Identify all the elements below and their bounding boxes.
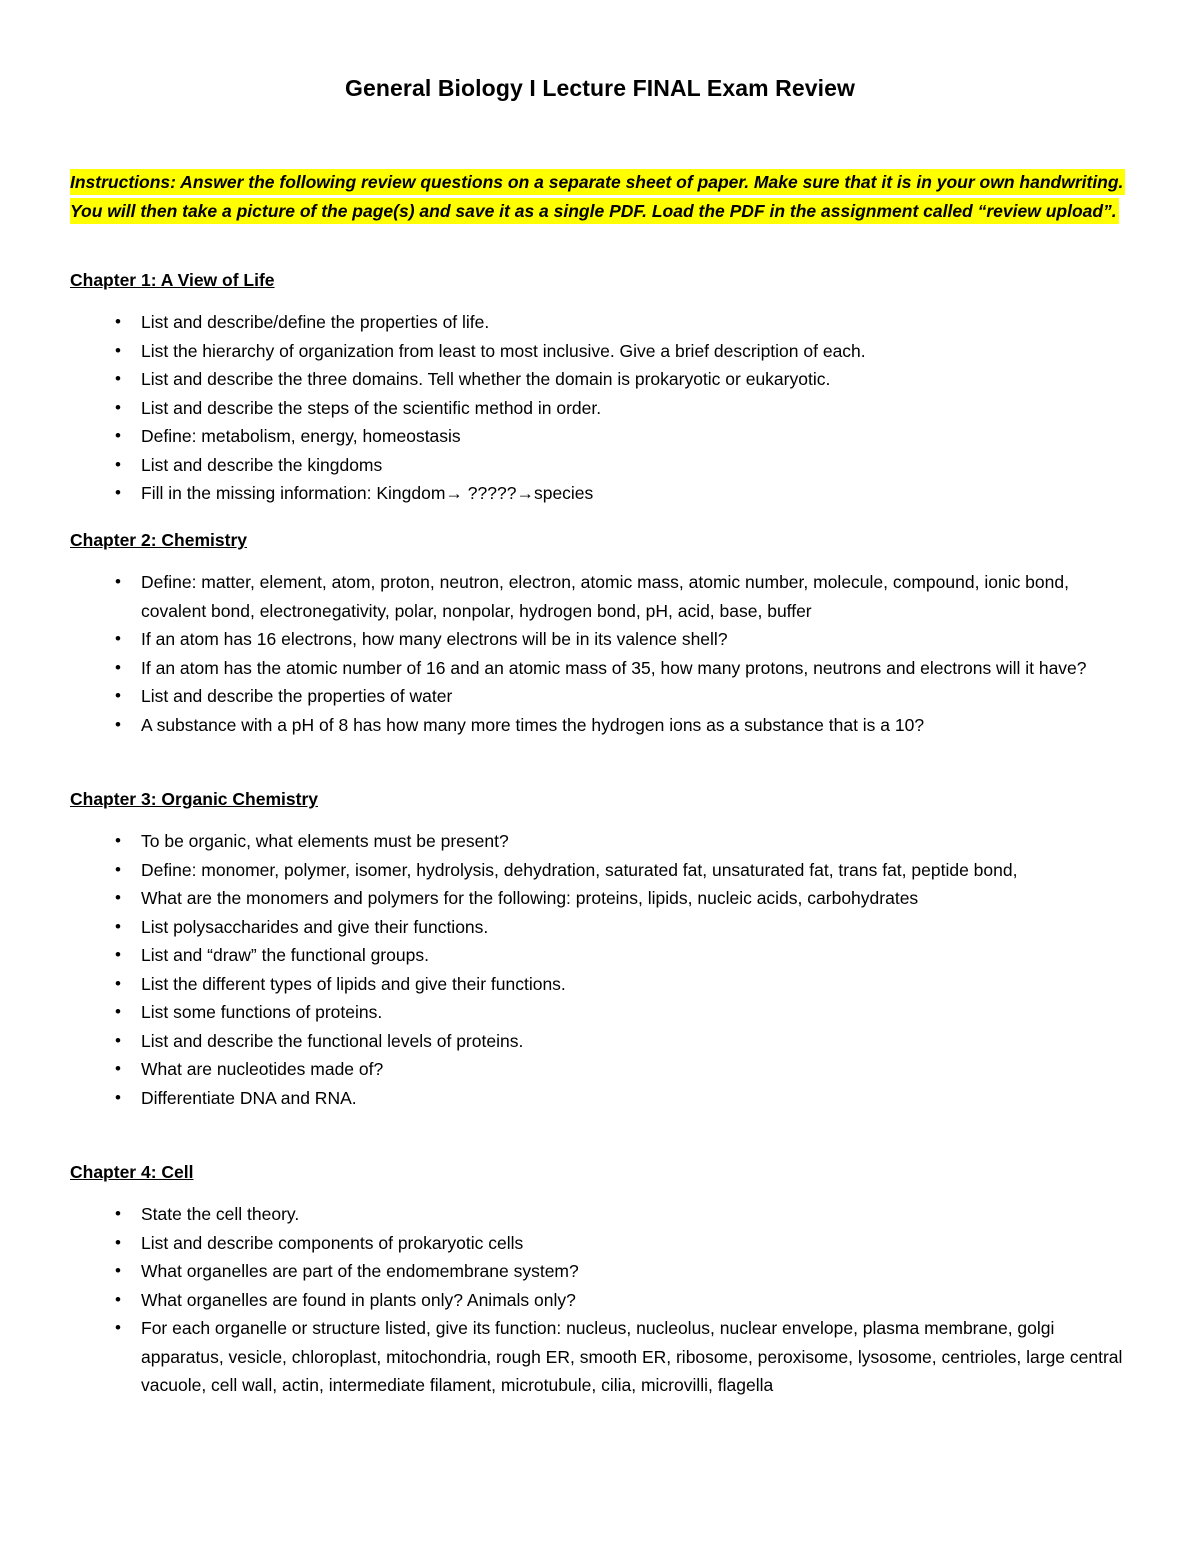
chapter-3-list [70, 827, 1130, 1112]
list-item [70, 654, 1130, 683]
bullet-icon: • [115, 888, 121, 907]
bullet-icon: • [115, 454, 121, 474]
list-item-text: To be organic, what elements must be present? [141, 831, 509, 851]
list-item-text: A substance with a pH of 8 has how many more times the hydrogen ions as a substance that is a 10? [141, 714, 925, 735]
list-item [70, 711, 1130, 740]
list-item [70, 1314, 1130, 1400]
bullet-icon: • [115, 1030, 121, 1050]
bullet-icon: • [115, 973, 121, 993]
list-item [70, 884, 1130, 913]
bullet-icon: • [115, 312, 121, 331]
list-item-text: List and “draw” the functional groups. [141, 945, 429, 965]
list-item-text: List and describe the properties of water [141, 686, 453, 706]
list-item-text: List the different types of lipids and give their functions. [141, 973, 566, 994]
list-item [70, 1055, 1130, 1084]
chapter-2-section [70, 528, 1130, 739]
list-item-text: List and describe the kingdoms [141, 454, 383, 475]
list-item-text: Define: monomer, polymer, isomer, hydrolysis, dehydration, saturated fat, unsaturated fat, trans fat, peptide bond, [141, 859, 1018, 880]
bullet-icon: • [115, 572, 121, 591]
list-item [70, 1229, 1130, 1258]
list-item-text: If an atom has the atomic number of 16 and an atomic mass of 35, how many protons, neutrons and electrons will it have? [141, 657, 1087, 678]
chapter-3-heading: Chapter 3: Organic Chemistry [70, 789, 318, 809]
list-item [70, 625, 1130, 654]
list-item-text: For each organelle or structure listed, give its function: nucleus, nucleolus, nuclear envelope, plasma membrane, golgi apparatus, vesicle, chloroplast, mitochondria, rough ER, smooth ER, ribosome, peroxisome, lysosome, centrioles, large central vacuole, cell wall, actin, intermediate filament, microtubule, cilia, microvilli, flagella [141, 1318, 1123, 1395]
list-item-text: What organelles are found in plants only? Animals only? [141, 1289, 576, 1310]
bullet-icon: • [115, 629, 121, 648]
document-title: General Biology I Lecture FINAL Exam Review [344, 75, 856, 101]
list-item-text: List the hierarchy of organization from least to most inclusive. Give a brief description of each. [141, 340, 866, 361]
list-item [70, 422, 1130, 451]
list-item-text: List and describe the steps of the scientific method in order. [141, 397, 602, 418]
bullet-icon: • [115, 1289, 121, 1309]
list-item-text: If an atom has 16 electrons, how many electrons will be in its valence shell? [141, 629, 728, 649]
bullet-icon: • [115, 1232, 121, 1252]
list-item [70, 451, 1130, 480]
list-item [70, 394, 1130, 423]
list-item-text: Define: matter, element, atom, proton, neutron, electron, atomic mass, atomic number, molecule, compound, ionic bond, covalent bond, electronegativity, polar, nonpolar, hydrogen bond, pH, acid, base, buffer [141, 572, 1069, 621]
list-item [70, 1084, 1130, 1113]
list-item [70, 479, 1130, 508]
chapter-1-section [70, 268, 1130, 508]
list-item-text: List some functions of proteins. [141, 1002, 383, 1022]
list-item [70, 337, 1130, 366]
bullet-icon: • [115, 1261, 121, 1280]
chapter-3-section [70, 787, 1130, 1112]
list-item-text: Fill in the missing information: Kingdom→ ?????→species [141, 483, 594, 503]
chapter-4-section [70, 1160, 1130, 1400]
bullet-icon: • [115, 1318, 121, 1337]
bullet-icon: • [115, 859, 121, 879]
bullet-icon: • [115, 916, 121, 936]
list-item [70, 1286, 1130, 1315]
chapter-2-list [70, 568, 1130, 739]
list-item [70, 998, 1130, 1027]
bullet-icon: • [115, 1087, 121, 1107]
list-item [70, 1257, 1130, 1286]
list-item [70, 1200, 1130, 1229]
bullet-icon: • [115, 1059, 121, 1078]
list-item-text: List and describe/define the properties of life. [141, 312, 490, 332]
list-item [70, 941, 1130, 970]
list-item-text: List and describe the functional levels of proteins. [141, 1030, 524, 1051]
bullet-icon: • [115, 483, 121, 502]
list-item [70, 308, 1130, 337]
instructions-block [70, 168, 1130, 225]
bullet-icon: • [115, 657, 121, 677]
list-item [70, 682, 1130, 711]
list-item-text: List and describe the three domains. Tell whether the domain is prokaryotic or eukaryotic. [141, 369, 831, 389]
list-item [70, 827, 1130, 856]
bullet-icon: • [115, 686, 121, 705]
list-item [70, 913, 1130, 942]
chapter-4-heading: Chapter 4: Cell [70, 1162, 194, 1182]
bullet-icon: • [115, 1002, 121, 1021]
bullet-icon: • [115, 397, 121, 417]
list-item-text: Differentiate DNA and RNA. [141, 1087, 357, 1108]
chapter-1-heading: Chapter 1: A View of Life [70, 270, 275, 290]
list-item [70, 568, 1130, 625]
chapter-4-list [70, 1200, 1130, 1400]
list-item [70, 970, 1130, 999]
bullet-icon: • [115, 426, 121, 445]
bullet-icon: • [115, 831, 121, 850]
chapter-1-list [70, 308, 1130, 508]
bullet-icon: • [115, 369, 121, 388]
list-item [70, 1027, 1130, 1056]
list-item-text: State the cell theory. [141, 1204, 300, 1224]
bullet-icon: • [115, 1204, 121, 1223]
list-item [70, 856, 1130, 885]
chapter-2-heading: Chapter 2: Chemistry [70, 530, 247, 550]
list-item-text: What organelles are part of the endomembrane system? [141, 1261, 579, 1281]
bullet-icon: • [115, 340, 121, 360]
bullet-icon: • [115, 714, 121, 734]
list-item-text: Define: metabolism, energy, homeostasis [141, 426, 461, 446]
list-item-text: What are the monomers and polymers for the following: proteins, lipids, nucleic acids, carbohydrates [141, 888, 919, 908]
list-item-text: List and describe components of prokaryotic cells [141, 1232, 524, 1253]
list-item-text: List polysaccharides and give their functions. [141, 916, 489, 937]
list-item-text: What are nucleotides made of? [141, 1059, 384, 1079]
bullet-icon: • [115, 945, 121, 964]
list-item [70, 365, 1130, 394]
instructions-text: Instructions: Answer the following review questions on a separate sheet of paper. Make sure that it is in your own handwriting. You will then take a picture of the page(s) and save it as a single PDF. Load the PDF in the assignment called “review upload”. [70, 169, 1125, 224]
